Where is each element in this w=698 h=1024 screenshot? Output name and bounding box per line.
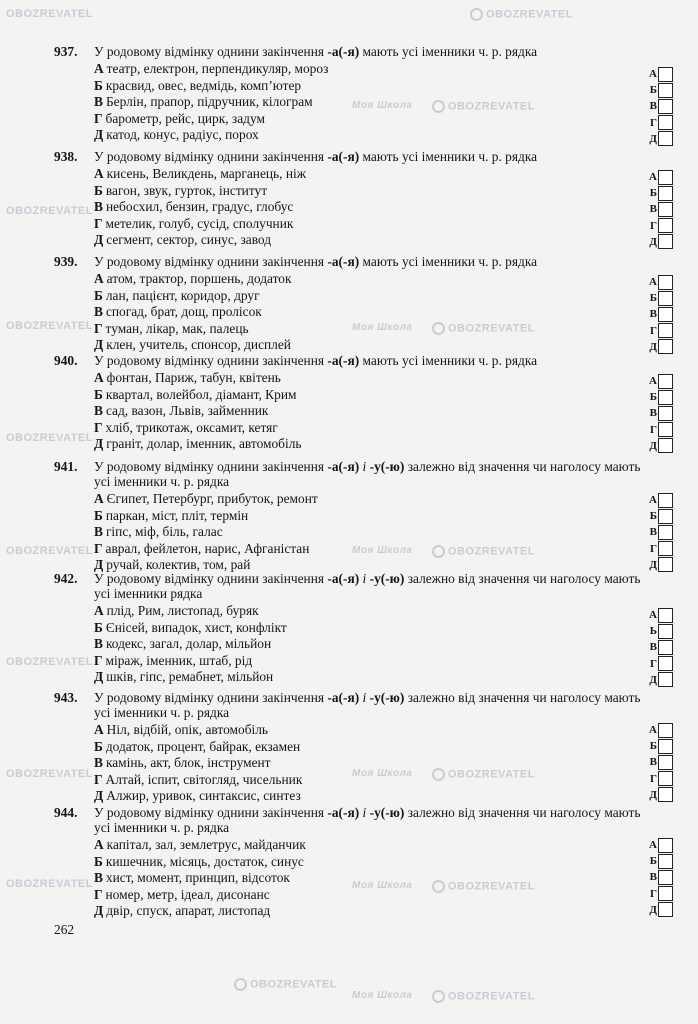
grid-letter: В (649, 100, 657, 113)
option-g: Г метелик, голуб, сусід, сполучник (94, 215, 294, 231)
question-number: 938. (54, 149, 78, 164)
grid-letter: А (649, 276, 657, 289)
watermark: OBOZREVATEL (432, 545, 535, 558)
option-d: Д шків, гіпс, ремабнет, мільйон (94, 669, 274, 684)
option-d: Д катод, конус, радіус, порох (94, 127, 259, 142)
grid-letter: Д (649, 558, 657, 571)
grid-letter: В (649, 526, 657, 539)
option-a: А кисень, Великдень, марганець, ніж (94, 166, 306, 181)
watermark: OBOZREVATEL (6, 878, 93, 890)
question-stem: У родовому відмінку однини закінчення -а(-я) і -у(-ю) залежно від значення чи наголосу мають усі іменники ч. р. рядка (94, 690, 641, 720)
grid-letter: Г (650, 887, 657, 900)
answer-box[interactable] (658, 83, 673, 98)
watermark: OBOZREVATEL (6, 205, 93, 217)
grid-letter: Б (649, 292, 657, 305)
option-v: В Берлін, прапор, підручник, кілограм (94, 94, 313, 109)
question-number: 941. (54, 459, 78, 474)
answer-box[interactable] (658, 202, 673, 217)
page-number: 262 (54, 922, 75, 937)
grid-letter: Д (649, 788, 657, 801)
option-list (94, 837, 674, 920)
question-header (54, 149, 674, 164)
answer-grid (646, 722, 678, 803)
option-a: А атом, трактор, поршень, додаток (94, 271, 292, 286)
option-b: Б квартал, волейбол, діамант, Крим (94, 386, 297, 402)
answer-box[interactable] (658, 390, 673, 405)
watermark: OBOZREVATEL (234, 978, 337, 991)
option-v: В спогад, брат, дощ, пролісок (94, 304, 262, 319)
question-header (54, 353, 674, 368)
option-list (94, 603, 674, 686)
answer-box[interactable] (658, 838, 673, 853)
option-list (94, 61, 674, 144)
question-number: 937. (54, 44, 78, 59)
question-944 (54, 805, 674, 920)
grid-letter: Г (650, 219, 657, 232)
option-v: В гіпс, міф, біль, галас (94, 524, 223, 539)
answer-box[interactable] (658, 672, 673, 687)
option-d: Д Алжир, уривок, синтаксис, синтез (94, 788, 301, 803)
grid-letter: А (649, 609, 657, 622)
question-stem: У родовому відмінку однини закінчення -а(-я) і -у(-ю) залежно від значення чи наголосу мають усі іменники рядка (94, 571, 641, 601)
option-list (94, 491, 674, 574)
watermark: OBOZREVATEL (6, 656, 93, 668)
question-942 (54, 571, 674, 686)
grid-letter: В (649, 203, 657, 216)
answer-box[interactable] (658, 771, 673, 786)
grid-letter: Д (649, 235, 657, 248)
answer-box[interactable] (658, 234, 673, 249)
answer-grid (646, 492, 678, 573)
watermark: OBOZREVATEL (6, 768, 93, 780)
option-v: В камінь, акт, блок, інструмент (94, 755, 271, 770)
grid-letter: А (649, 171, 657, 184)
answer-box[interactable] (658, 186, 673, 201)
answer-box[interactable] (658, 67, 673, 82)
question-stem: У родовому відмінку однини закінчення -а(-я) мають усі іменники ч. р. рядка (94, 353, 538, 368)
option-b: Б паркан, міст, пліт, термін (94, 507, 249, 523)
watermark: OBOZREVATEL (432, 322, 535, 335)
question-941 (54, 459, 674, 574)
question-number: 942. (54, 571, 78, 586)
watermark: OBOZREVATEL (432, 880, 535, 893)
option-d: Д граніт, долар, іменник, автомобіль (94, 436, 302, 451)
watermark: OBOZREVATEL (6, 320, 93, 332)
answer-box[interactable] (658, 886, 673, 901)
grid-letter: Г (650, 657, 657, 670)
answer-box[interactable] (658, 870, 673, 885)
option-list (94, 271, 674, 354)
watermark: OBOZREVATEL (6, 432, 93, 444)
answer-box[interactable] (658, 739, 673, 754)
question-header (54, 571, 674, 601)
answer-box[interactable] (658, 291, 673, 306)
grid-letter: В (649, 308, 657, 321)
grid-letter: Д (649, 439, 657, 452)
question-stem: У родовому відмінку однини закінчення -а(-я) мають усі іменники ч. р. рядка (94, 44, 538, 59)
watermark: OBOZREVATEL (6, 8, 93, 20)
watermark: Моя Школа (352, 768, 413, 779)
question-header (54, 254, 674, 269)
watermark-logo-icon (432, 990, 445, 1003)
answer-grid (646, 66, 678, 147)
option-list (94, 166, 674, 249)
grid-letter: Б (649, 187, 657, 200)
grid-letter: Г (650, 542, 657, 555)
option-b: Б вагон, звук, гурток, інститут (94, 182, 268, 198)
grid-letter: В (649, 756, 657, 769)
question-stem: У родовому відмінку однини закінчення -а(-я) мають усі іменники ч. р. рядка (94, 254, 538, 269)
option-b: Б додаток, процент, байрак, екзамен (94, 738, 301, 754)
option-g: Г номер, метр, ідеал, дисонанс (94, 886, 270, 902)
watermark: Моя Школа (352, 880, 413, 891)
watermark: OBOZREVATEL (470, 8, 573, 21)
option-g: Г міраж, іменник, штаб, рід (94, 652, 253, 668)
question-header (54, 690, 674, 720)
answer-grid (646, 373, 678, 454)
grid-letter: Д (649, 340, 657, 353)
answer-box[interactable] (658, 608, 673, 623)
watermark-logo-icon (234, 978, 247, 991)
option-a: А Єгипет, Петербург, прибуток, ремонт (94, 491, 318, 506)
option-v: В хист, момент, принцип, відсоток (94, 870, 290, 885)
question-937 (54, 44, 674, 144)
watermark: Моя Школа (352, 322, 413, 333)
grid-letter: А (649, 375, 657, 388)
option-g: Г аврал, фейлетон, нарис, Афганістан (94, 540, 310, 556)
question-header (54, 805, 674, 835)
option-b: Б лан, пацієнт, коридор, друг (94, 287, 260, 303)
answer-box[interactable] (658, 541, 673, 556)
option-list (94, 722, 674, 805)
answer-grid (646, 607, 678, 688)
question-940 (54, 353, 674, 453)
option-b: Б Єнісей, випадок, хист, конфлікт (94, 619, 287, 635)
option-b: Б кишечник, місяць, достаток, синус (94, 853, 304, 869)
grid-letter: Д (649, 673, 657, 686)
option-v: В небосхил, бензин, градус, глобус (94, 199, 294, 214)
option-d: Д ручай, колектив, том, рай (94, 557, 251, 572)
answer-box[interactable] (658, 624, 673, 639)
option-g: Г хліб, трикотаж, оксамит, кетяг (94, 419, 278, 435)
option-list (94, 370, 674, 453)
grid-letter: Ь (649, 625, 657, 638)
question-938 (54, 149, 674, 249)
option-a: А фонтан, Париж, табун, квітень (94, 370, 281, 385)
question-stem: У родовому відмінку однини закінчення -а(-я) і -у(-ю) залежно від значення чи наголосу мають усі іменники ч. р. рядка (94, 805, 641, 835)
grid-letter: Б (649, 391, 657, 404)
answer-box[interactable] (658, 525, 673, 540)
watermark: OBOZREVATEL (6, 545, 93, 557)
grid-letter: Д (649, 132, 657, 145)
grid-letter: Б (649, 740, 657, 753)
grid-letter: Г (650, 324, 657, 337)
answer-box[interactable] (658, 374, 673, 389)
answer-box[interactable] (658, 656, 673, 671)
question-header (54, 459, 674, 489)
watermark: Моя Школа (352, 990, 413, 1001)
question-stem: У родовому відмінку однини закінчення -а(-я) мають усі іменники ч. р. рядка (94, 149, 538, 164)
option-v: В кодекс, загал, долар, мільйон (94, 636, 272, 651)
answer-box[interactable] (658, 275, 673, 290)
answer-box[interactable] (658, 99, 673, 114)
option-v: В сад, вазон, Львів, займенник (94, 403, 269, 418)
grid-letter: Г (650, 772, 657, 785)
option-a: А плід, Рим, листопад, буряк (94, 603, 259, 618)
watermark-logo-icon (470, 8, 483, 21)
option-d: Д сегмент, сектор, синус, завод (94, 232, 272, 247)
option-g: Г Алтай, іспит, світогляд, чисельник (94, 771, 303, 787)
grid-letter: В (649, 407, 657, 420)
answer-box[interactable] (658, 307, 673, 322)
answer-box[interactable] (658, 422, 673, 437)
grid-letter: Б (649, 84, 657, 97)
watermark: OBOZREVATEL (432, 100, 535, 113)
grid-letter: Б (649, 510, 657, 523)
grid-letter: В (649, 641, 657, 654)
question-number: 943. (54, 690, 78, 705)
answer-box[interactable] (658, 493, 673, 508)
answer-box[interactable] (658, 170, 673, 185)
answer-grid (646, 274, 678, 355)
answer-box[interactable] (658, 115, 673, 130)
answer-box[interactable] (658, 787, 673, 802)
answer-box[interactable] (658, 723, 673, 738)
answer-box[interactable] (658, 323, 673, 338)
option-g: Г барометр, рейс, цирк, задум (94, 110, 265, 126)
watermark: Моя Школа (352, 545, 413, 556)
answer-box[interactable] (658, 218, 673, 233)
answer-grid (646, 837, 678, 918)
option-d: Д двір, спуск, апарат, листопад (94, 903, 271, 918)
option-d: Д клен, учитель, спонсор, дисплей (94, 337, 291, 352)
question-number: 944. (54, 805, 78, 820)
answer-box[interactable] (658, 406, 673, 421)
grid-letter: А (649, 724, 657, 737)
question-number: 940. (54, 353, 78, 368)
question-stem: У родовому відмінку однини закінчення -а(-я) і -у(-ю) залежно від значення чи наголосу мають усі іменники ч. р. рядка (94, 459, 641, 489)
answer-box[interactable] (658, 902, 673, 917)
question-939 (54, 254, 674, 354)
grid-letter: А (649, 839, 657, 852)
grid-letter: Д (649, 903, 657, 916)
grid-letter: А (649, 494, 657, 507)
option-b: Б красвид, овес, ведмідь, комп’ютер (94, 77, 302, 93)
grid-letter: Г (650, 116, 657, 129)
grid-letter: А (649, 68, 657, 81)
watermark: OBOZREVATEL (432, 768, 535, 781)
option-a: А Ніл, відбій, опік, автомобіль (94, 722, 269, 737)
grid-letter: В (649, 871, 657, 884)
answer-grid (646, 169, 678, 250)
watermark: Моя Школа (352, 100, 413, 111)
question-header (54, 44, 674, 59)
grid-letter: Б (649, 855, 657, 868)
question-number: 939. (54, 254, 78, 269)
answer-box[interactable] (658, 854, 673, 869)
option-g: Г туман, лікар, мак, палець (94, 320, 249, 336)
option-a: А капітал, зал, землетрус, майданчик (94, 837, 306, 852)
answer-box[interactable] (658, 640, 673, 655)
watermark: OBOZREVATEL (432, 990, 535, 1003)
answer-box[interactable] (658, 131, 673, 146)
answer-box[interactable] (658, 755, 673, 770)
grid-letter: Г (650, 423, 657, 436)
question-943 (54, 690, 674, 805)
option-a: А театр, електрон, перпендикуляр, мороз (94, 61, 329, 76)
answer-box[interactable] (658, 509, 673, 524)
answer-box[interactable] (658, 438, 673, 453)
